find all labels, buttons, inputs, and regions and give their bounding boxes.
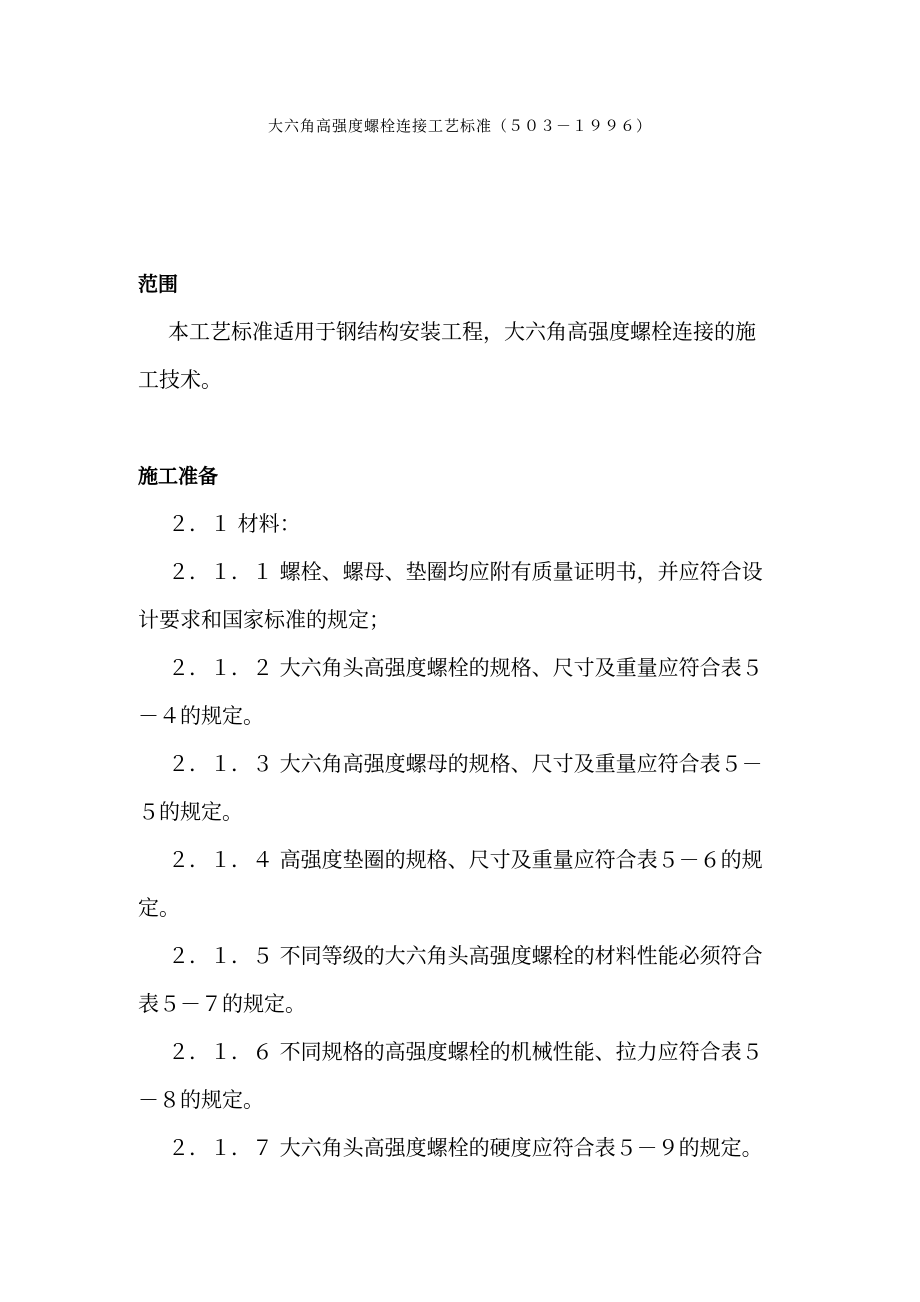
clause-2-1-1: ２．１．１ 螺栓、螺母、垫圈均应附有质量证明书，并应符合设 bbox=[168, 560, 763, 584]
clause-2-1-1-continued: 计要求和国家标准的规定； bbox=[138, 608, 390, 632]
clause-2-1-2-continued: －４的规定。 bbox=[138, 704, 264, 728]
clause-2-1-2: ２．１．２ 大六角头高强度螺栓的规格、尺寸及重量应符合表５ bbox=[168, 656, 763, 680]
clause-2-1-6: ２．１．６ 不同规格的高强度螺栓的机械性能、拉力应符合表５ bbox=[168, 1040, 763, 1064]
clause-2-1-3: ２．１．３ 大六角高强度螺母的规格、尺寸及重量应符合表５－ bbox=[168, 752, 763, 776]
clause-2-1-4-continued: 定。 bbox=[138, 896, 180, 920]
clause-2-1: ２．１ 材料： bbox=[168, 512, 301, 536]
clause-2-1-5: ２．１．５ 不同等级的大六角头高强度螺栓的材料性能必须符合 bbox=[168, 944, 763, 968]
clause-2-1-6-continued: －８的规定。 bbox=[138, 1088, 264, 1112]
document-title: 大六角高强度螺栓连接工艺标准（５０３－１９９６） bbox=[267, 117, 652, 135]
clause-2-1-3-continued: ５的规定。 bbox=[138, 800, 243, 824]
section-heading-scope: 范围 bbox=[138, 272, 178, 296]
clause-2-1-7: ２．１．７ 大六角头高强度螺栓的硬度应符合表５－９的规定。 bbox=[168, 1136, 763, 1160]
paragraph-line: 本工艺标准适用于钢结构安装工程，大六角高强度螺栓连接的施 bbox=[168, 320, 756, 344]
clause-2-1-4: ２．１．４ 高强度垫圈的规格、尺寸及重量应符合表５－６的规 bbox=[168, 848, 763, 872]
section-heading-preparation: 施工准备 bbox=[138, 464, 218, 488]
paragraph-line: 工技术。 bbox=[138, 368, 222, 392]
clause-2-1-5-continued: 表５－７的规定。 bbox=[138, 992, 306, 1016]
